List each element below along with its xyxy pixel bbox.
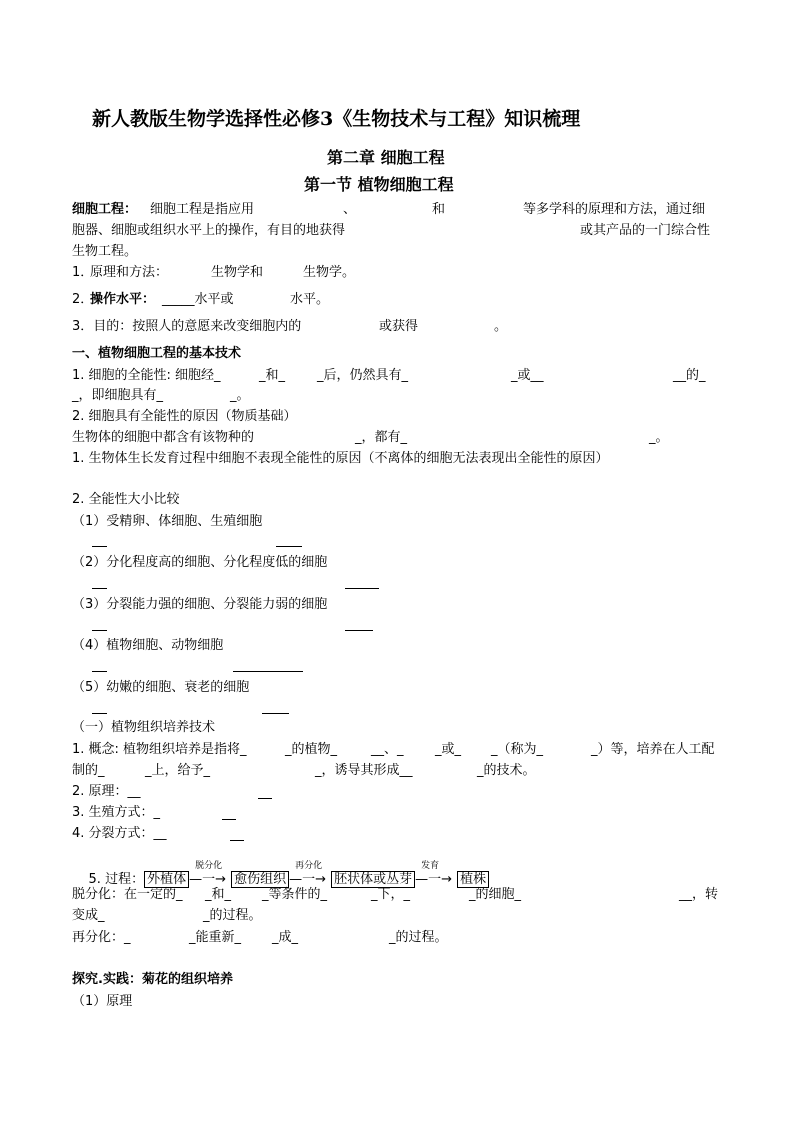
stage-callus: 愈伤组织 (231, 871, 289, 888)
section-heading: 第一节 植物细胞工程 (304, 175, 454, 194)
t1e: __的_ (673, 368, 706, 383)
def-line1a: 细胞工程是指应用 (150, 202, 255, 217)
c1f: _）等，培养在人工配 (591, 742, 715, 757)
process-label: 5. 过程： (88, 872, 145, 887)
document-title: 新人教版生物学选择性必修3《生物技术与工程》知识梳理 (92, 108, 581, 130)
stage-embryoid: 胚状体或丛芽 (331, 871, 415, 888)
chapter-heading: 第二章 细胞工程 (327, 148, 445, 167)
d2b: _的过程。 (203, 908, 262, 923)
t1g: _。 (230, 388, 250, 403)
blank-line (233, 671, 303, 672)
t1a: 1. 细胞的全能性: 细胞经_ (72, 368, 221, 383)
r1a: 再分化：_ (72, 930, 131, 945)
exploration-heading: 探究.实践：菊花的组织培养 (72, 972, 233, 987)
t2a: 生物体的细胞中都含有该物种的 (72, 430, 255, 445)
cmp-heading: 2. 全能性大小比较 (72, 492, 180, 507)
blank-line (262, 713, 289, 714)
blank-line (345, 630, 373, 631)
subsection-heading: （一）植物组织培养技术 (72, 720, 216, 735)
arrow-redifferentiation (289, 861, 331, 888)
def-line2a: 胞器、细胞或组织水平上的操作，有目的地获得 (72, 223, 346, 238)
p3-a: 3．目的：按照人的意愿来改变细胞内的 (72, 319, 302, 334)
blank-line (258, 798, 272, 799)
c1a: 1. 概念: 植物组织培养是指将_ (72, 742, 247, 757)
r1c: _成_ (272, 930, 299, 945)
blank-line (222, 819, 236, 820)
arrow-label-redifferentiation: 再分化 (295, 861, 323, 871)
t1b: _和_ (259, 368, 286, 383)
arrow-dedifferentiation (189, 861, 231, 888)
def-line1c: 和 (432, 202, 446, 217)
cmp-item-3: （3）分裂能力强的细胞、分裂能力弱的细胞 (72, 597, 328, 612)
p2-num: 2． (72, 292, 94, 307)
exploration-item-1: （1）原理 (72, 994, 133, 1009)
cmp-item-1: （1）受精卵、体细胞、生殖细胞 (72, 514, 263, 529)
d1f: __，转 (679, 887, 719, 902)
section1-heading: 一、植物细胞工程的基本技术 (72, 346, 242, 361)
c5: 4. 分裂方式：__ (72, 826, 167, 841)
c1e: _（称为_ (491, 742, 544, 757)
p1-b: 生物学。 (303, 265, 356, 280)
c2a: 制的_ (72, 763, 105, 778)
p3-b: 或获得 (379, 319, 419, 334)
c1d: _或_ (435, 742, 462, 757)
def-line1b: 、 (343, 202, 357, 217)
c1b: _的植物_ (285, 742, 338, 757)
p2-a: _____水平或 (162, 292, 234, 307)
blank-line (92, 671, 107, 672)
p3-c: 。 (494, 319, 508, 334)
blank-line (276, 546, 302, 547)
t1c: _后，仍然具有_ (317, 368, 409, 383)
arrow-label-dedifferentiation: 脱分化 (195, 861, 223, 871)
def-line1d: 等多学科的原理和方法，通过细 (523, 202, 706, 217)
d1b: _和_ (205, 887, 232, 902)
c2d: _的技术。 (477, 763, 536, 778)
blank-line (92, 546, 107, 547)
def-term: 细胞工程： (72, 202, 138, 217)
r1b: _能重新_ (189, 930, 242, 945)
c4: 3. 生殖方式：_ (72, 805, 161, 820)
t2: 2. 细胞具有全能性的原因（物质基础） (72, 409, 297, 424)
cmp-item-2: （2）分化程度高的细胞、分化程度低的细胞 (72, 555, 328, 570)
stage-plantlet: 植株 (457, 871, 489, 888)
c2c: _，诱导其形成__ (315, 763, 413, 778)
t2b: _，都有_ (355, 430, 408, 445)
arrow-glyph: —一→ (415, 872, 453, 887)
d1c: _等条件的_ (262, 887, 328, 902)
blank-line (92, 713, 107, 714)
blank-line (345, 588, 379, 589)
blank-line (92, 588, 107, 589)
c3: 2. 原理：__ (72, 784, 141, 799)
r1d: _的过程。 (389, 930, 448, 945)
p1-a: 生物学和 (211, 265, 264, 280)
def-line3: 生物工程。 (72, 244, 138, 259)
cmp-item-5: （5）幼嫩的细胞、衰老的细胞 (72, 680, 250, 695)
t3: 1. 生物体生长发育过程中细胞不表现全能性的原因（不离体的细胞无法表现出全能性的原因） (72, 451, 609, 466)
d1a: 脱分化：在一定的_ (72, 887, 183, 902)
blank-line (230, 840, 244, 841)
d1d: _下，_ (371, 887, 411, 902)
p2-b: 水平。 (290, 292, 330, 307)
p1-num: 1． (72, 265, 94, 280)
arrow-development (415, 861, 457, 888)
t2c: _。 (649, 430, 669, 445)
c1c: __、_ (371, 742, 404, 757)
d1e: _的细胞_ (469, 887, 522, 902)
arrow-label-development: 发育 (421, 861, 440, 871)
p2-label: 操作水平： (90, 292, 156, 307)
arrow-glyph: —一→ (289, 872, 327, 887)
stage-explant: 外植体 (144, 871, 189, 888)
t1d: _或__ (511, 368, 544, 383)
d2a: 变成_ (72, 908, 105, 923)
p1-label: 原理和方法： (90, 265, 169, 280)
t1f: _，即细胞具有_ (72, 388, 164, 403)
def-line2b: 或其产品的一门综合性 (580, 223, 711, 238)
arrow-glyph: —一→ (189, 872, 226, 887)
blank-line (92, 630, 107, 631)
c2b: _上，给予_ (145, 763, 211, 778)
cmp-item-4: （4）植物细胞、动物细胞 (72, 638, 224, 653)
